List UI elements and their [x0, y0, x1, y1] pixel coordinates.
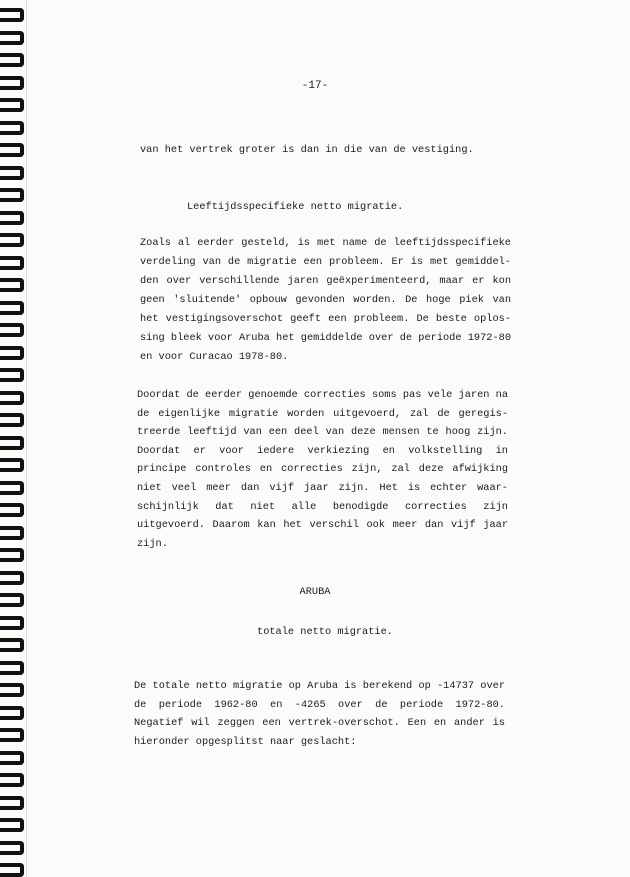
binding-ring	[0, 98, 24, 112]
binding-ring	[0, 8, 24, 22]
text-line: het vestigingsoverschot geeft een probleem. De beste oplos-	[140, 313, 511, 325]
binding-ring	[0, 683, 24, 697]
binding-ring	[0, 863, 24, 877]
text-line: de periode 1962-80 en -4265 over de periode 1972-80.	[134, 698, 505, 711]
binding-ring	[0, 481, 24, 495]
binding-ring	[0, 211, 24, 225]
section-title-aruba: ARUBA	[299, 586, 331, 598]
text-line: Zoals al eerder gesteld, is met name de leeftijdsspecifieke	[140, 237, 511, 249]
binding-ring	[0, 121, 24, 135]
text-line: en voor Curacao 1978-80.	[140, 351, 289, 363]
binding-ring	[0, 458, 24, 472]
binding-ring	[0, 526, 24, 540]
binding-ring	[0, 571, 24, 585]
binding-ring	[0, 638, 24, 652]
text-line: geen 'sluitende' opbouw gevonden worden. De hoge piek van	[140, 294, 511, 306]
text-line: uitgevoerd. Daarom kan het verschil ook meer dan vijf jaar	[137, 519, 508, 532]
binding-ring	[0, 391, 24, 405]
binding-ring	[0, 503, 24, 517]
text-line: niet veel meer dan vijf jaar zijn. Het is echter waar-	[137, 482, 508, 494]
binding-ring	[0, 301, 24, 315]
binding-ring	[0, 841, 24, 855]
binding-ring	[0, 413, 24, 427]
binding-ring	[0, 256, 24, 270]
binding-ring	[0, 143, 24, 157]
page-edge	[26, 0, 27, 877]
text-line: Doordat de eerder genoemde correcties soms pas vele jaren na	[137, 389, 508, 401]
binding-ring	[0, 706, 24, 720]
text-line: De totale netto migratie op Aruba is berekend op -14737 over	[134, 680, 505, 692]
heading-leeftijdsspecifieke: Leeftijdsspecifieke netto migratie.	[187, 201, 404, 213]
binding-ring	[0, 346, 24, 360]
binding-ring	[0, 233, 24, 247]
text-line: sing bleek voor Aruba het gemiddelde over de periode 1972-80	[140, 332, 511, 344]
binding-ring	[0, 166, 24, 180]
text-line: verdeling van de migratie een probleem. Er is met gemiddel-	[140, 256, 511, 268]
binding-ring	[0, 751, 24, 765]
binding-ring	[0, 31, 24, 45]
text-line: treerde leeftijd van een deel van deze mensen te hoog zijn.	[137, 426, 508, 439]
binding-ring	[0, 436, 24, 450]
binding-ring	[0, 278, 24, 292]
intro-line: van het vertrek groter is dan in die van de vestiging.	[140, 144, 474, 156]
binding-ring	[0, 818, 24, 832]
binding-ring	[0, 188, 24, 202]
text-line: Doordat er voor iedere verkiezing en volkstelling in	[137, 444, 508, 457]
binding-ring	[0, 548, 24, 562]
text-line: Negatief wil zeggen een vertrek-overschot. Een en ander is	[134, 717, 505, 730]
binding-ring	[0, 796, 24, 810]
text-line: principe controles en correcties zijn, zal deze afwijking	[137, 463, 508, 476]
binding-ring	[0, 53, 24, 67]
text-line: zijn.	[137, 537, 168, 550]
text-line: de eigenlijke migratie worden uitgevoerd, zal de geregis-	[137, 407, 508, 420]
binding-ring	[0, 368, 24, 382]
binding-ring	[0, 323, 24, 337]
page-number: -17-	[301, 80, 329, 92]
heading-totale-netto-migratie: totale netto migratie.	[257, 626, 393, 638]
text-line: schijnlijk dat niet alle benodigde correcties zijn	[137, 500, 508, 513]
binding-ring	[0, 773, 24, 787]
binding-ring	[0, 728, 24, 742]
binding-ring	[0, 661, 24, 675]
text-line: den over verschillende jaren geëxperimenteerd, maar er kon	[140, 275, 511, 287]
text-line: hieronder opgesplitst naar geslacht:	[134, 735, 357, 748]
